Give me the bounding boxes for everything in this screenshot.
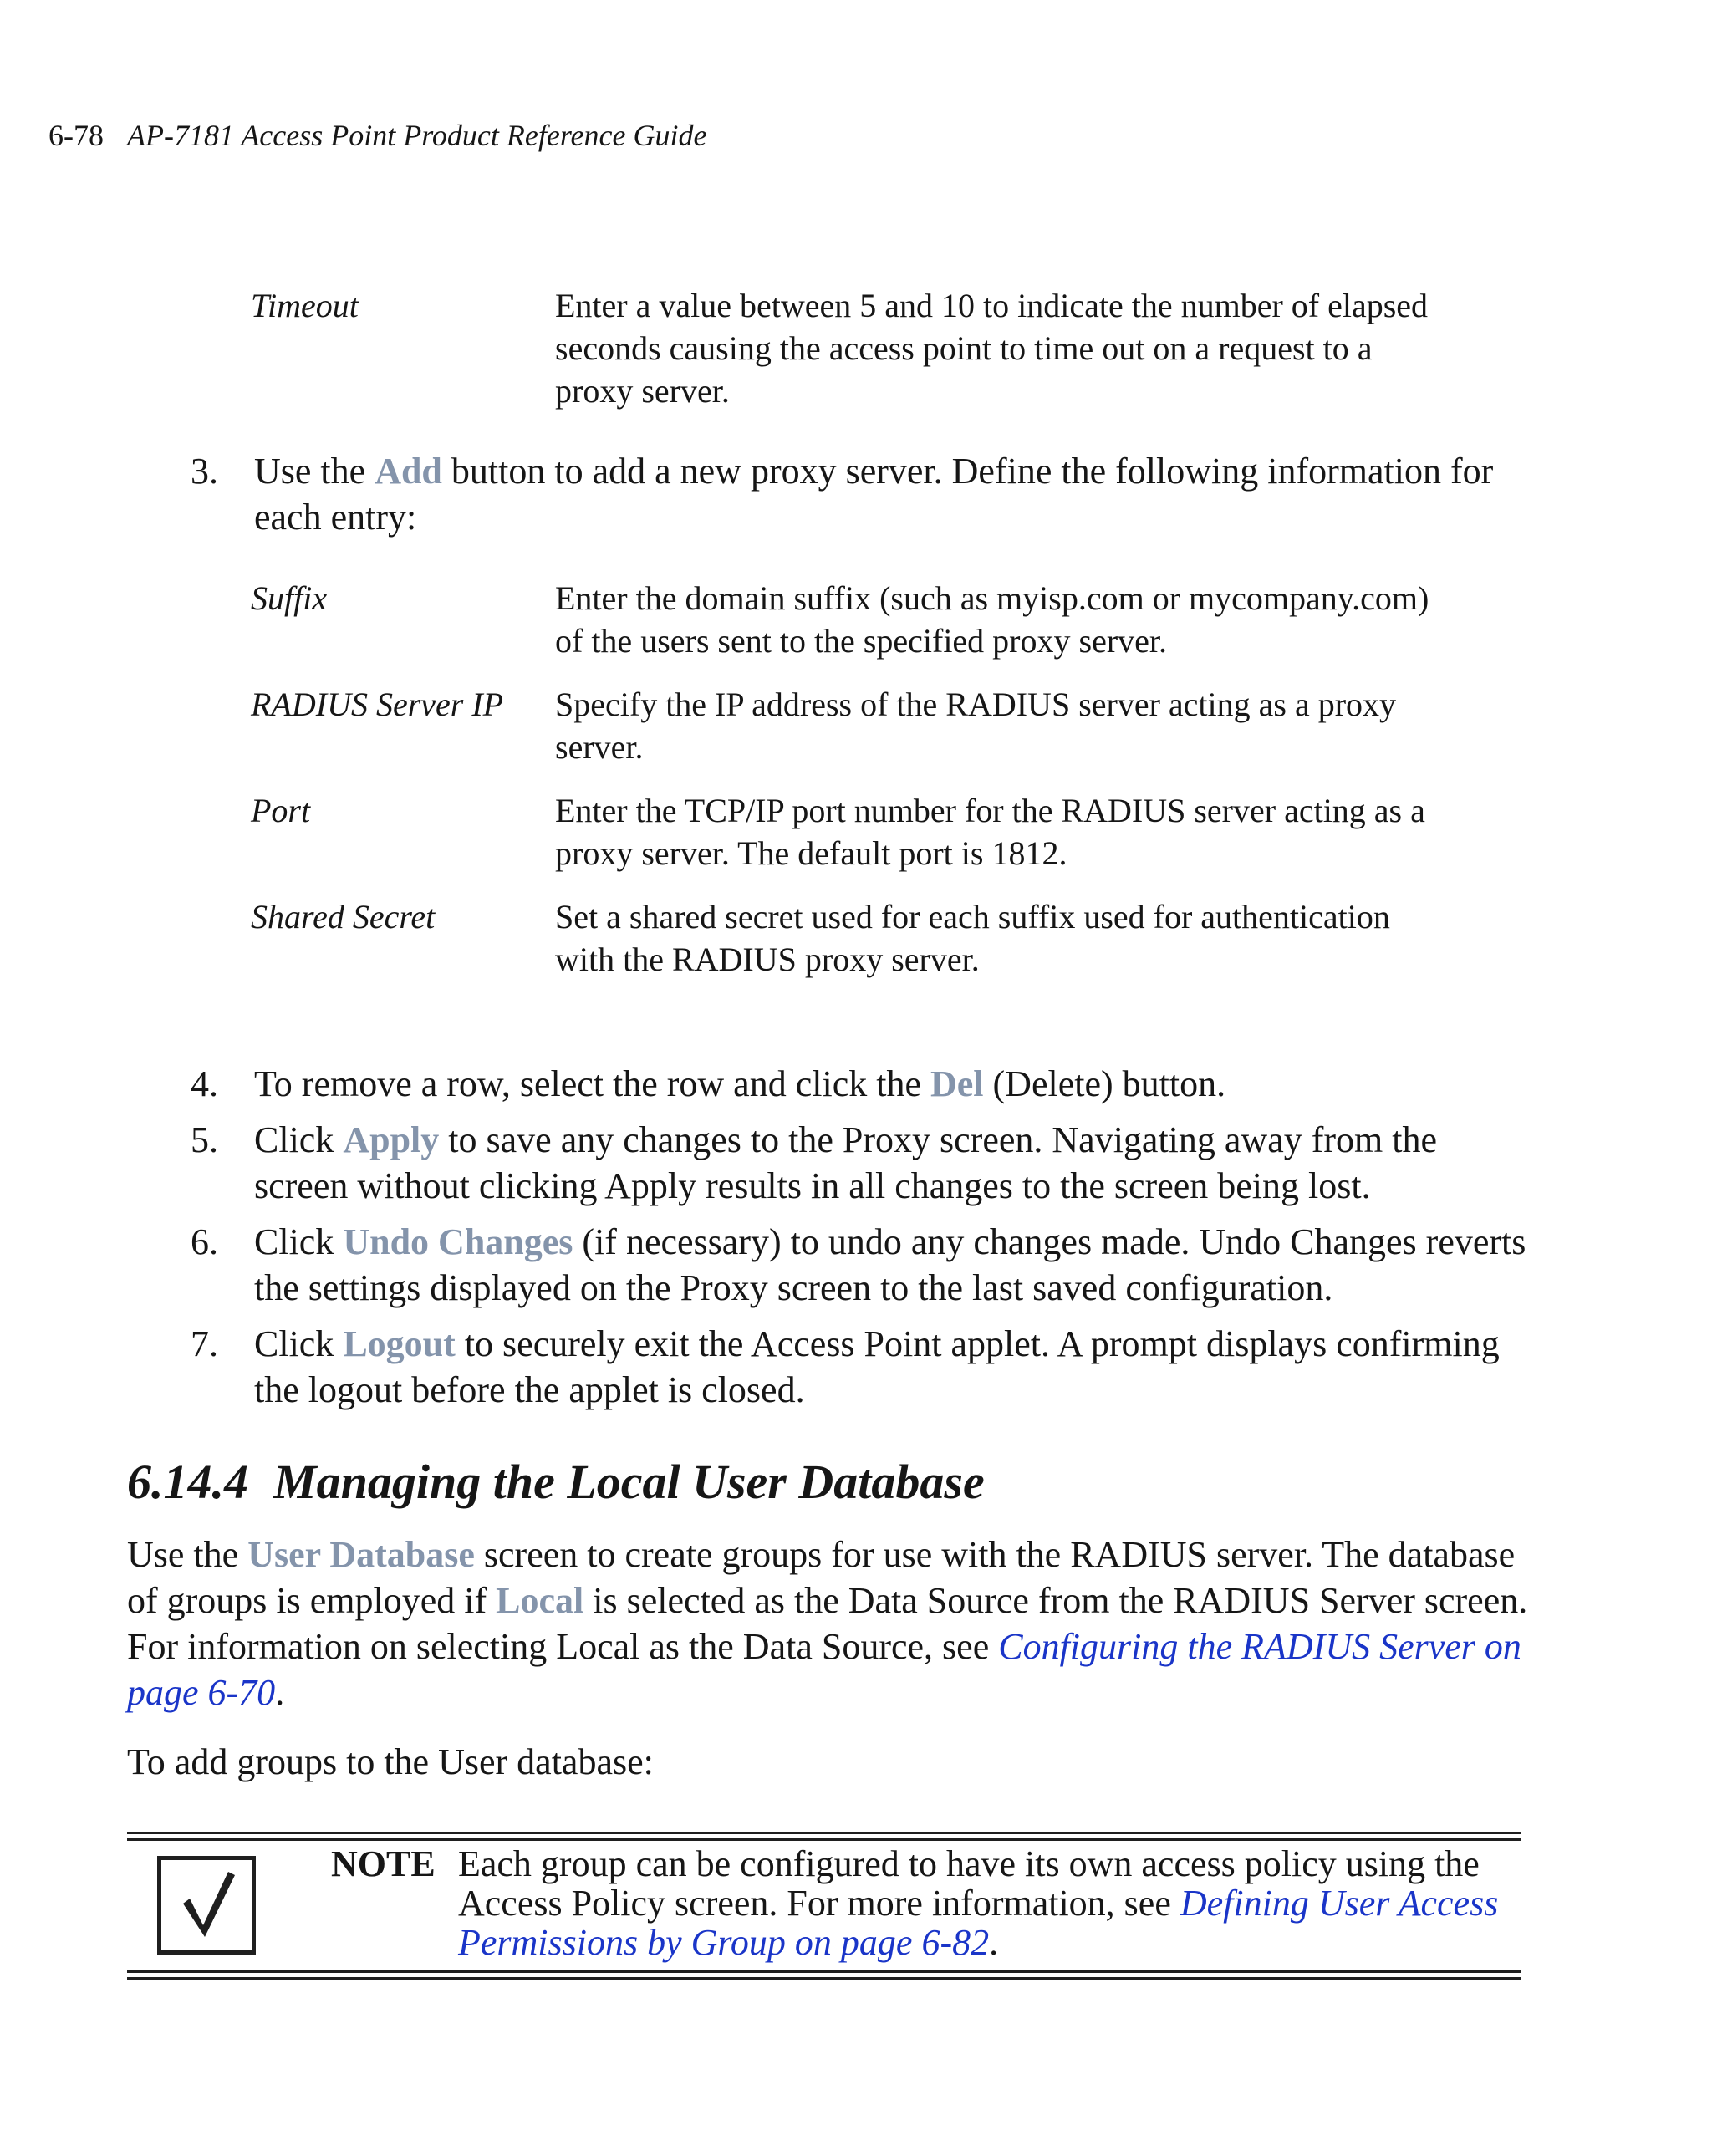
user-database-reference: User Database	[247, 1534, 475, 1575]
local-reference: Local	[496, 1580, 584, 1621]
step-6	[191, 1219, 1528, 1311]
definition-term: RADIUS Server IP	[251, 686, 504, 723]
definition-row-port	[251, 789, 1446, 874]
section-heading	[127, 1453, 985, 1511]
definition-term: Suffix	[251, 579, 328, 617]
defining-user-access-permissions-link[interactable]: Defining User Access Permissions by Group on page 6-82	[458, 1883, 1499, 1963]
definition-term: Timeout	[251, 287, 359, 324]
step-list-b	[191, 1061, 1528, 1413]
step-text: Click	[254, 1221, 344, 1262]
paragraph-text: .	[275, 1672, 285, 1713]
section-title: Managing the Local User Database	[273, 1455, 985, 1509]
step-text: (if necessary) to undo any changes made. Undo Changes reverts the settings displayed on the Proxy screen to the last saved configuration.	[254, 1221, 1526, 1308]
step-text: (Delete) button.	[983, 1063, 1226, 1104]
step-text: to save any changes to the Proxy screen. Navigating away from the screen without clicking Apply results in all changes to the screen being lost.	[254, 1119, 1438, 1206]
definition-term: Port	[251, 792, 311, 829]
step-number: 5.	[191, 1119, 218, 1160]
intro-paragraph	[127, 1532, 1531, 1715]
page-header	[48, 117, 706, 154]
paragraph-text: is selected as the Data Source from the RADIUS Server screen. For information on selecting Local as the Data Source, see	[127, 1580, 1528, 1667]
add-button-reference: Add	[374, 451, 442, 492]
definition-description: Enter a value between 5 and 10 to indicate the number of elapsed seconds causing the access point to time out on a request to a proxy server.	[555, 287, 1429, 410]
del-button-reference: Del	[930, 1063, 984, 1104]
timeout-definition-table	[251, 284, 1446, 412]
definition-description: Specify the IP address of the RADIUS server acting as a proxy server.	[555, 686, 1397, 766]
paragraph-text: screen to create groups for use with the RADIUS server. The database of groups is employed if	[127, 1534, 1516, 1621]
step-text: To remove a row, select the row and click the	[254, 1063, 930, 1104]
step-text: to securely exit the Access Point applet. A prompt displays confirming the logout before the applet is closed.	[254, 1323, 1500, 1410]
definition-description: Enter the domain suffix (such as myisp.com or mycompany.com) of the users sent to the specified proxy server.	[555, 579, 1429, 660]
undo-changes-button-reference: Undo Changes	[343, 1221, 573, 1262]
document-title: AP-7181 Access Point Product Reference Guide	[127, 119, 707, 152]
apply-button-reference: Apply	[343, 1119, 440, 1160]
step-text: Use the	[254, 451, 375, 492]
definition-description: Set a shared secret used for each suffix used for authentication with the RADIUS proxy server.	[555, 898, 1390, 978]
step-text: button to add a new proxy server. Define the following information for each entry:	[254, 451, 1494, 538]
note-top-rule-inner	[127, 1838, 1521, 1841]
definition-row-shared-secret	[251, 895, 1446, 981]
definition-row-suffix	[251, 577, 1446, 662]
proxy-fields-table	[251, 577, 1446, 981]
paragraph-text: Use the	[127, 1534, 248, 1575]
note-body: .	[989, 1922, 999, 1963]
step-7	[191, 1321, 1528, 1413]
definition-row	[251, 284, 1446, 412]
step-number: 6.	[191, 1221, 218, 1262]
note-body: Each group can be configured to have its own access policy using the Access Policy screen. For more information, see	[458, 1843, 1480, 1924]
note-top-rule	[127, 1832, 1521, 1834]
definition-description: Enter the TCP/IP port number for the RADIUS server acting as a proxy server. The default port is 1812.	[555, 792, 1425, 872]
step-4	[191, 1061, 1528, 1107]
configuring-radius-server-link[interactable]: Configuring the RADIUS Server on page 6-70	[127, 1626, 1521, 1713]
note-text	[458, 1844, 1511, 1962]
note-bottom-rule	[127, 1977, 1521, 1980]
note-checkbox-icon	[157, 1856, 256, 1955]
step-number: 3.	[191, 451, 218, 492]
section-number: 6.14.4	[127, 1455, 248, 1509]
step-5	[191, 1117, 1528, 1209]
logout-button-reference: Logout	[343, 1323, 456, 1364]
definition-row-radius-server-ip	[251, 683, 1446, 768]
step-text: Click	[254, 1119, 344, 1160]
step-list-a	[191, 448, 1528, 540]
step-number: 4.	[191, 1063, 218, 1104]
note-bottom-rule-inner	[127, 1970, 1521, 1973]
checkmark-icon	[161, 1860, 252, 1950]
step-number: 7.	[191, 1323, 218, 1364]
note-label: NOTE	[331, 1843, 436, 1884]
add-groups-paragraph: To add groups to the User database:	[127, 1741, 654, 1782]
step-3	[191, 448, 1528, 540]
step-text: Click	[254, 1323, 344, 1364]
definition-term: Shared Secret	[251, 898, 436, 935]
page-number: 6-78	[48, 119, 104, 152]
